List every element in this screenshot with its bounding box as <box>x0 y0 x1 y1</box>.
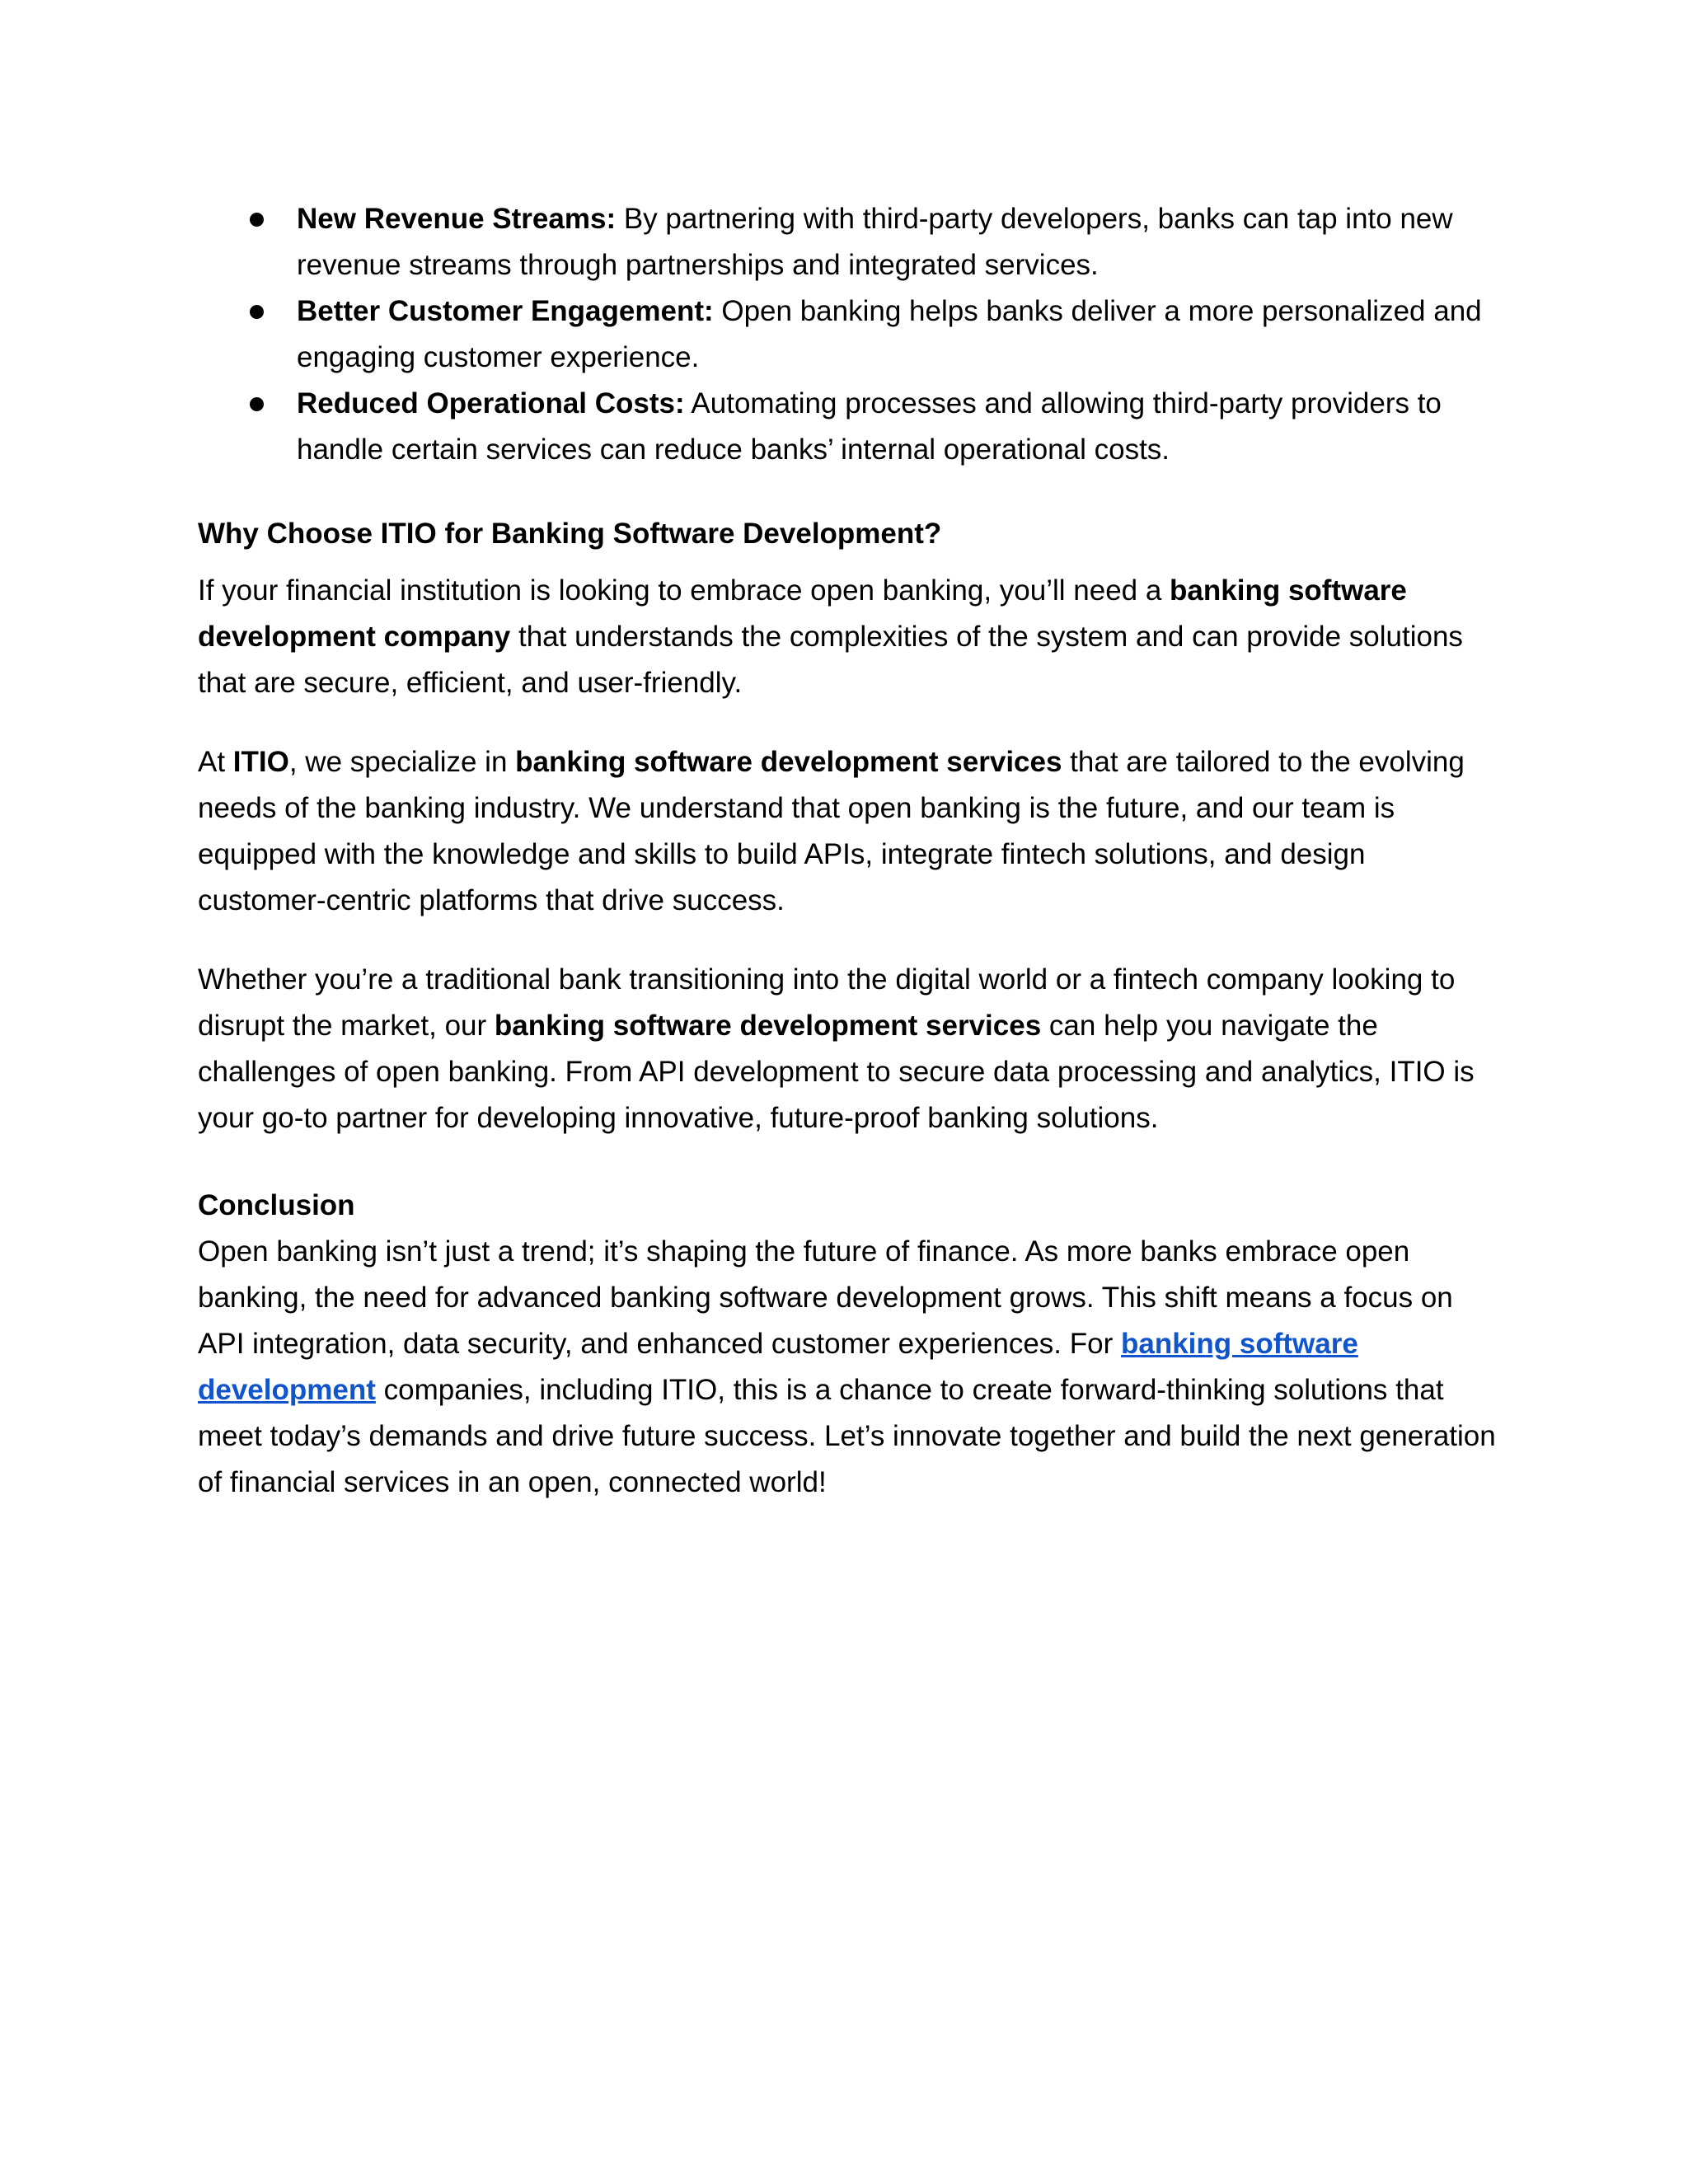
bullet-term: Better Customer Engagement: <box>297 295 714 327</box>
emphasis-text: ITIO <box>232 746 289 778</box>
list-item <box>198 381 1500 473</box>
paragraph <box>198 739 1500 924</box>
list-item <box>198 196 1500 288</box>
document-page <box>198 196 1500 1506</box>
paragraph-text: Open banking isn’t just a trend; it’s shaping the future of finance. As more banks embrace open banking, the need for advanced banking software development grows. This shift means a focus on API integration, data security, and enhanced customer experiences. For <box>198 1235 1453 1360</box>
paragraph-text: At <box>198 746 233 778</box>
bullet-term: Reduced Operational Costs: <box>297 387 685 419</box>
section-heading-conclusion: Conclusion <box>198 1189 355 1221</box>
paragraph-text: that are tailored to the evolving needs of the banking industry. We understand that open banking is the future, and our team is equipped with the knowledge and skills to build APIs, integrate fintech solutions, and design customer-centric platforms that drive success. <box>198 746 1465 916</box>
bullet-icon <box>250 305 264 319</box>
bullet-text: Automating processes and allowing third-party providers to handle certain services can reduce banks’ internal operational costs. <box>297 387 1442 466</box>
emphasis-text: banking software development services <box>494 1010 1042 1042</box>
paragraph <box>198 568 1500 706</box>
bullet-term: New Revenue Streams: <box>297 203 617 235</box>
paragraph-text: If your financial institution is looking to embrace open banking, you’ll need a <box>198 574 1170 607</box>
paragraph-text: companies, including ITIO, this is a chance to create forward-thinking solutions that meet today’s demands and drive future success. Let’s innovate together and build the next generation of financial services in an open, connected world! <box>198 1374 1496 1498</box>
list-item <box>198 288 1500 381</box>
paragraph-text: , we specialize in <box>288 746 516 778</box>
paragraph <box>198 957 1500 1141</box>
bullet-text: By partnering with third-party developers, banks can tap into new revenue streams through partnerships and integrated services. <box>297 203 1453 281</box>
conclusion-paragraph <box>198 1229 1500 1506</box>
emphasis-text: banking software development services <box>515 746 1062 778</box>
paragraph-text: Whether you’re a traditional bank transitioning into the digital world or a fintech company looking to disrupt the market, our <box>198 963 1456 1042</box>
benefits-list <box>198 196 1500 473</box>
bullet-text: Open banking helps banks deliver a more personalized and engaging customer experience. <box>297 295 1482 373</box>
bullet-icon <box>250 397 264 411</box>
paragraph-text: that understands the complexities of the system and can provide solutions that are secure, efficient, and user-friendly. <box>198 621 1463 699</box>
banking-software-development-link[interactable]: banking software development <box>198 1328 1358 1406</box>
section-heading-why-itio: Why Choose ITIO for Banking Software Development? <box>198 518 942 550</box>
emphasis-text: banking software development company <box>198 574 1407 653</box>
paragraph-text: can help you navigate the challenges of open banking. From API development to secure data processing and analytics, ITIO is your go-to partner for developing innovative, future-proof banking solutions. <box>198 1010 1475 1134</box>
bullet-icon <box>250 213 264 227</box>
